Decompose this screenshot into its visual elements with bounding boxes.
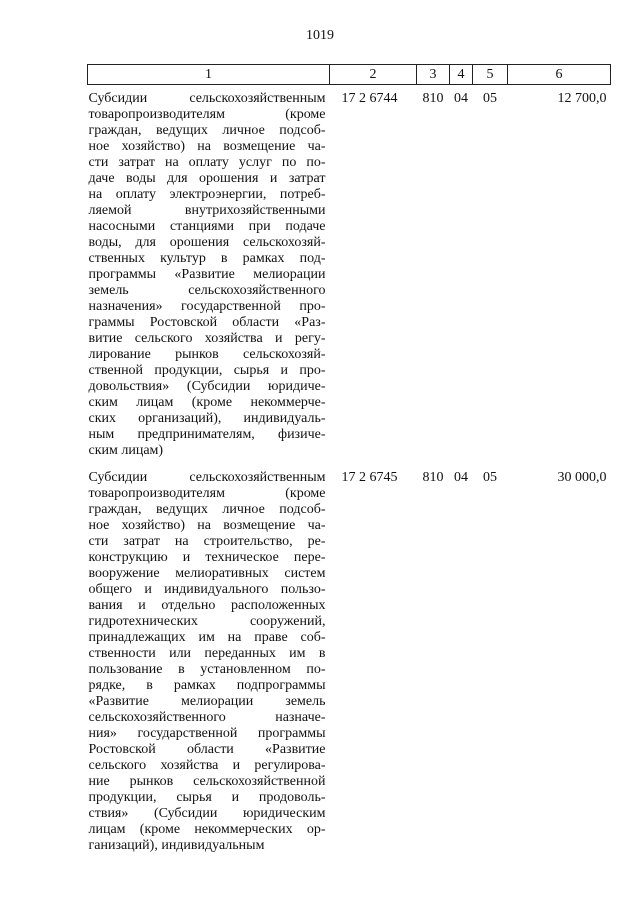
description-line: принадлежащих им на праве соб- <box>88 630 326 645</box>
description-line: на оплату электроэнергии, потреб- <box>88 187 326 202</box>
description-line: Субсидии сельскохозяйственным <box>88 91 326 106</box>
description-line: ственной продукции, сырья и про- <box>88 363 326 378</box>
header-col-1: 1 <box>88 65 330 85</box>
description-line: ляемой внутрихозяйственными <box>88 203 326 218</box>
description-line: довольствия» (Субсидии юридиче- <box>88 379 326 394</box>
row-amount: 30 000,0 <box>557 470 607 485</box>
description-line: вания и отдельно расположенных <box>88 598 326 613</box>
header-col-5: 5 <box>473 65 508 85</box>
description-line: сти затрат на строительство, ре- <box>88 534 326 549</box>
description-line: ским лицам (кроме некоммерче- <box>88 395 326 410</box>
row-col4: 04 <box>454 91 468 106</box>
header-col-4: 4 <box>450 65 473 85</box>
description-line: назначения» государственной про- <box>88 299 326 314</box>
table-row <box>88 85 611 465</box>
header-col-3: 3 <box>417 65 450 85</box>
row-code: 17 2 6744 <box>341 91 398 106</box>
description-line: ственности или переданных им в <box>88 646 326 661</box>
header-row <box>88 65 611 85</box>
budget-table <box>87 64 611 859</box>
row-col5: 05 <box>483 91 497 106</box>
description-line: лицам (кроме некоммерческих ор- <box>88 822 326 837</box>
description-line: ских организаций), индивидуаль- <box>88 411 326 426</box>
description-line: ным предпринимателям, физиче- <box>88 427 326 442</box>
description-line: даче воды для орошения и затрат <box>88 171 326 186</box>
description-line: Ростовской области «Развитие <box>88 742 326 757</box>
table-body <box>88 85 611 860</box>
description-line: насосными станциями при подаче <box>88 219 326 234</box>
description-line: ное хозяйство) на возмещение ча- <box>88 518 326 533</box>
description-line: граждан, ведущих личное подсоб- <box>88 123 326 138</box>
description-line: программы «Развитие мелиорации <box>88 267 326 282</box>
description-line: товаропроизводителям (кроме <box>88 486 326 501</box>
description-line: сельского хозяйства и регулирова- <box>88 758 326 773</box>
description-line: граждан, ведущих личное подсоб- <box>88 502 326 517</box>
header-col-6: 6 <box>508 65 611 85</box>
description-line: витие сельского хозяйства и регу- <box>88 331 326 346</box>
description-line: воды, для орошения сельскохозяй- <box>88 235 326 250</box>
row-amount: 12 700,0 <box>557 91 607 106</box>
row-col4: 04 <box>454 470 468 485</box>
table-row <box>88 464 611 859</box>
description-line: продукции, сырья и продоволь- <box>88 790 326 805</box>
header-col-2: 2 <box>330 65 417 85</box>
description-line: гидротехнических сооружений, <box>88 614 326 629</box>
description-line: пользование в установленном по- <box>88 662 326 677</box>
description-line: ственных культур в рамках под- <box>88 251 326 266</box>
description-line: общего и индивидуального пользо- <box>88 582 326 597</box>
description-line: ским лицам) <box>88 443 164 458</box>
row-code: 17 2 6745 <box>341 470 398 485</box>
row-description <box>88 85 330 465</box>
description-line: ния» государственной программы <box>88 726 326 741</box>
row-col3: 810 <box>422 91 444 106</box>
description-line: вооружение мелиоративных систем <box>88 566 326 581</box>
description-line: граммы Ростовской области «Раз- <box>88 315 326 330</box>
description-line: Субсидии сельскохозяйственным <box>88 470 326 485</box>
description-line: рядке, в рамках подпрограммы <box>88 678 326 693</box>
page-number: 1019 <box>306 28 334 43</box>
description-line: товаропроизводителям (кроме <box>88 107 326 122</box>
description-line: сельскохозяйственного назначе- <box>88 710 326 725</box>
description-line: «Развитие мелиорации земель <box>88 694 326 709</box>
row-col3: 810 <box>422 470 444 485</box>
row-col5: 05 <box>483 470 497 485</box>
description-line: ганизаций), индивидуальным <box>88 838 265 853</box>
row-description <box>88 464 330 859</box>
description-line: лирование рынков сельскохозяй- <box>88 347 326 362</box>
description-line: ствия» (Субсидии юридическим <box>88 806 326 821</box>
description-line: ное хозяйство) на возмещение ча- <box>88 139 326 154</box>
description-line: сти затрат на оплату услуг по по- <box>88 155 326 170</box>
description-line: конструкцию и техническое пере- <box>88 550 326 565</box>
description-line: земель сельскохозяйственного <box>88 283 326 298</box>
description-line: ние рынков сельскохозяйственной <box>88 774 326 789</box>
